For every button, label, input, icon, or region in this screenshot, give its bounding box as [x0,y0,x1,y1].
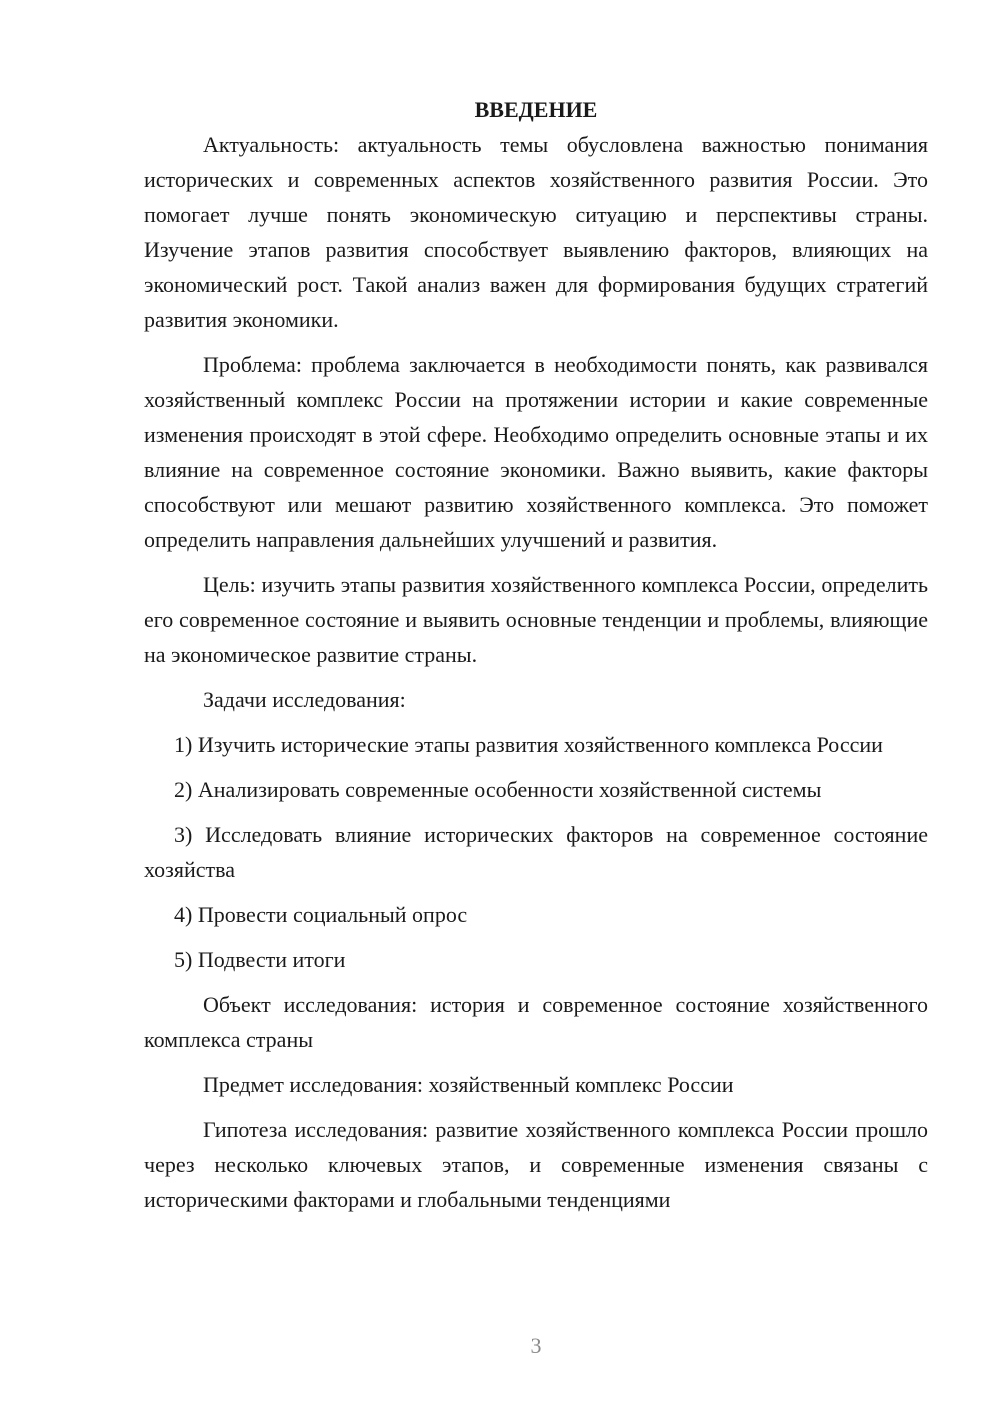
task-item-2: 2) Анализировать современные особенности хозяйственной системы [174,777,822,802]
document-page [144,92,928,1217]
object-paragraph: Объект исследования: история и современное состояние хозяйственного комплекса страны [144,992,928,1052]
tasks-list [144,727,928,977]
section-title: ВВЕДЕНИЕ [474,97,598,122]
task-item-5: 5) Подвести итоги [174,947,346,972]
page-number: 3 [530,1333,542,1358]
task-item-1: 1) Изучить исторические этапы развития хозяйственного комплекса России [174,732,883,757]
task-item-4: 4) Провести социальный опрос [174,902,468,927]
hypothesis-paragraph: Гипотеза исследования: развитие хозяйственного комплекса России прошло через несколько ключевых этапов, и современные изменения связаны с историческими факторами и глобальными тенденциями [144,1117,928,1212]
subject-paragraph: Предмет исследования: хозяйственный комплекс России [203,1072,734,1097]
task-item-3: 3) Исследовать влияние исторических факторов на современное состояние хозяйства [144,822,928,882]
problem-paragraph: Проблема: проблема заключается в необходимости понять, как развивался хозяйственный комплекс России на протяжении истории и какие современные изменения происходят в этой сфере. Необходимо определить основные этапы и их влияние на современное состояние экономики. Важно выявить, какие факторы способствуют или мешают развитию хозяйственного комплекса. Это поможет определить направления дальнейших улучшений и развития. [144,352,928,552]
relevance-paragraph: Актуальность: актуальность темы обусловлена важностью понимания исторических и современных аспектов хозяйственного развития России. Это помогает лучше понять экономическую ситуацию и перспективы страны. Изучение этапов развития способствует выявлению факторов, влияющих на экономический рост. Такой анализ важен для формирования будущих стратегий развития экономики. [144,132,928,332]
goal-paragraph: Цель: изучить этапы развития хозяйственного комплекса России, определить его современное состояние и выявить основные тенденции и проблемы, влияющие на экономическое развитие страны. [144,572,928,667]
tasks-heading: Задачи исследования: [203,687,406,712]
